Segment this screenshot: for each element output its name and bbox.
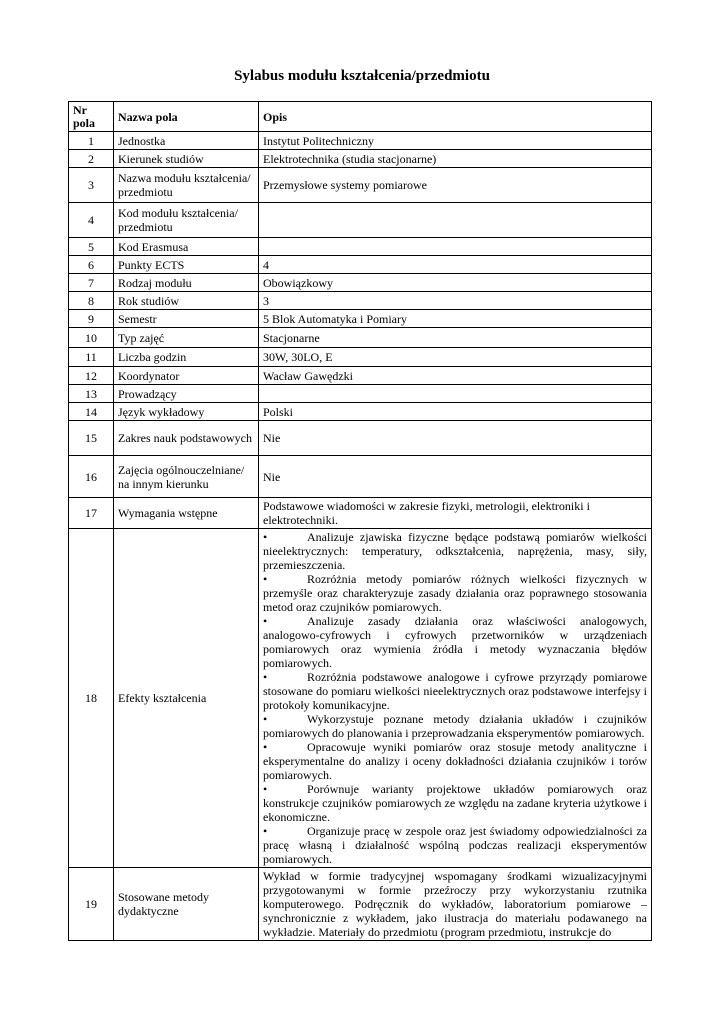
effects-list bbox=[259, 529, 652, 868]
table-row bbox=[69, 498, 652, 529]
row-field-desc: 30W, 30LO, E bbox=[259, 348, 652, 367]
row-nr: 2 bbox=[69, 150, 114, 168]
table-row-methods bbox=[69, 868, 652, 941]
table-row bbox=[69, 310, 652, 328]
effect-item: • Analizuje zjawiska fizyczne będące podstawą pomiarów wielkości nieelektrycznych: temperatury, odkształcenia, naprężenia, masy, siły, przemieszczenia. bbox=[263, 530, 647, 572]
row-field-desc: 4 bbox=[259, 256, 652, 274]
row-field-desc bbox=[259, 203, 652, 238]
row-field-desc: Instytut Politechniczny bbox=[259, 132, 652, 150]
table-row bbox=[69, 328, 652, 348]
row-field-desc: Przemysłowe systemy pomiarowe bbox=[259, 168, 652, 203]
table-row bbox=[69, 150, 652, 168]
table-row bbox=[69, 421, 652, 456]
syllabus-table bbox=[68, 101, 652, 941]
row-field-name: Język wykładowy bbox=[114, 403, 259, 421]
row-field-desc: Wykład w formie tradycyjnej wspomagany środkami wizualizacyjnymi przygotowanymi w formie przeźroczy przy wykorzystaniu rzutnika komputerowego. Podręcznik do wykładów, laboratorium pomiarowe – synchronicznie z wykładem, jako ilustracja do materiału podawanego na wykładzie. Materiały do przedmiotu (program przedmiotu, instrukcje do bbox=[259, 868, 652, 941]
row-nr: 17 bbox=[69, 498, 114, 529]
row-field-desc: Wacław Gawędzki bbox=[259, 367, 652, 385]
row-field-name: Kod modułu kształcenia/ przedmiotu bbox=[114, 203, 259, 238]
row-nr: 15 bbox=[69, 421, 114, 456]
row-nr: 6 bbox=[69, 256, 114, 274]
table-row bbox=[69, 256, 652, 274]
row-field-name: Semestr bbox=[114, 310, 259, 328]
row-nr: 18 bbox=[69, 529, 114, 868]
row-field-desc bbox=[259, 385, 652, 403]
table-row bbox=[69, 403, 652, 421]
row-nr: 5 bbox=[69, 238, 114, 256]
row-field-name: Kierunek studiów bbox=[114, 150, 259, 168]
table-row bbox=[69, 292, 652, 310]
row-field-name: Jednostka bbox=[114, 132, 259, 150]
row-nr: 19 bbox=[69, 868, 114, 941]
row-field-desc: 3 bbox=[259, 292, 652, 310]
row-nr: 8 bbox=[69, 292, 114, 310]
effect-item: • Analizuje zasady działania oraz właściwości analogowych, analogowo-cyfrowych i cyfrowych przetworników w urządzeniach pomiarowych oraz wymienia źródła i metody wyznaczania błędów pomiarowych. bbox=[263, 614, 647, 670]
header-desc: Opis bbox=[259, 102, 652, 132]
row-nr: 9 bbox=[69, 310, 114, 328]
row-field-name: Zakres nauk podstawowych bbox=[114, 421, 259, 456]
row-field-desc: Elektrotechnika (studia stacjonarne) bbox=[259, 150, 652, 168]
effect-item: • Opracowuje wyniki pomiarów oraz stosuje metody analityczne i eksperymentalne do analizy i oceny dokładności działania czujników i torów pomiarowych. bbox=[263, 740, 647, 782]
row-nr: 11 bbox=[69, 348, 114, 367]
row-field-desc: Nie bbox=[259, 456, 652, 498]
document-title: Sylabus modułu kształcenia/przedmiotu bbox=[234, 68, 490, 84]
table-row-effects bbox=[69, 529, 652, 868]
row-field-name: Koordynator bbox=[114, 367, 259, 385]
row-nr: 12 bbox=[69, 367, 114, 385]
table-row bbox=[69, 274, 652, 292]
row-field-desc: Podstawowe wiadomości w zakresie fizyki, metrologii, elektroniki i elektrotechniki. bbox=[259, 498, 652, 529]
effect-item: • Organizuje pracę w zespole oraz jest świadomy odpowiedzialności za pracę własną i działalność wspólną podczas realizacji eksperymentów pomiarowych. bbox=[263, 824, 647, 866]
table-row bbox=[69, 132, 652, 150]
row-field-name: Liczba godzin bbox=[114, 348, 259, 367]
row-field-name: Zajęcia ogólnouczelniane/ na innym kierunku bbox=[114, 456, 259, 498]
header-nr: Nr pola bbox=[69, 102, 114, 132]
row-field-name: Efekty kształcenia bbox=[114, 529, 259, 868]
row-nr: 7 bbox=[69, 274, 114, 292]
table-row bbox=[69, 456, 652, 498]
effect-item: • Wykorzystuje poznane metody działania układów i czujników pomiarowych do planowania i przeprowadzania eksperymentów pomiarowych. bbox=[263, 712, 647, 740]
row-field-name: Nazwa modułu kształcenia/ przedmiotu bbox=[114, 168, 259, 203]
table-row bbox=[69, 168, 652, 203]
row-field-name: Stosowane metody dydaktyczne bbox=[114, 868, 259, 941]
row-field-desc bbox=[259, 238, 652, 256]
row-nr: 14 bbox=[69, 403, 114, 421]
row-nr: 13 bbox=[69, 385, 114, 403]
table-row bbox=[69, 367, 652, 385]
row-nr: 16 bbox=[69, 456, 114, 498]
row-field-desc: Nie bbox=[259, 421, 652, 456]
row-nr: 1 bbox=[69, 132, 114, 150]
row-field-name: Prowadzący bbox=[114, 385, 259, 403]
row-field-name: Punkty ECTS bbox=[114, 256, 259, 274]
table-row bbox=[69, 348, 652, 367]
row-field-name: Rok studiów bbox=[114, 292, 259, 310]
row-field-desc: 5 Blok Automatyka i Pomiary bbox=[259, 310, 652, 328]
table-row bbox=[69, 238, 652, 256]
row-field-name: Rodzaj modułu bbox=[114, 274, 259, 292]
row-nr: 3 bbox=[69, 168, 114, 203]
effect-item: • Rozróżnia podstawowe analogowe i cyfrowe przyrządy pomiarowe stosowane do pomiaru wielkości nieelektrycznych oraz podstawowe interfejsy i protokoły komunikacyjne. bbox=[263, 670, 647, 712]
effect-item: • Porównuje warianty projektowe układów pomiarowych oraz konstrukcje czujników pomiarowych ze względu na zadane kryteria użytkowe i ekonomiczne. bbox=[263, 782, 647, 824]
row-nr: 10 bbox=[69, 328, 114, 348]
row-nr: 4 bbox=[69, 203, 114, 238]
table-row bbox=[69, 203, 652, 238]
row-field-desc: Polski bbox=[259, 403, 652, 421]
row-field-desc: Stacjonarne bbox=[259, 328, 652, 348]
effect-item: • Rozróżnia metody pomiarów różnych wielkości fizycznych w przemyśle oraz charakteryzuje zasady działania oraz poprawnego stosowania metod oraz czujników pomiarowych. bbox=[263, 572, 647, 614]
row-field-name: Wymagania wstępne bbox=[114, 498, 259, 529]
table-row bbox=[69, 385, 652, 403]
row-field-desc: Obowiązkowy bbox=[259, 274, 652, 292]
row-field-name: Typ zajęć bbox=[114, 328, 259, 348]
table-header-row bbox=[69, 102, 652, 132]
row-field-name: Kod Erasmusa bbox=[114, 238, 259, 256]
header-name: Nazwa pola bbox=[114, 102, 259, 132]
